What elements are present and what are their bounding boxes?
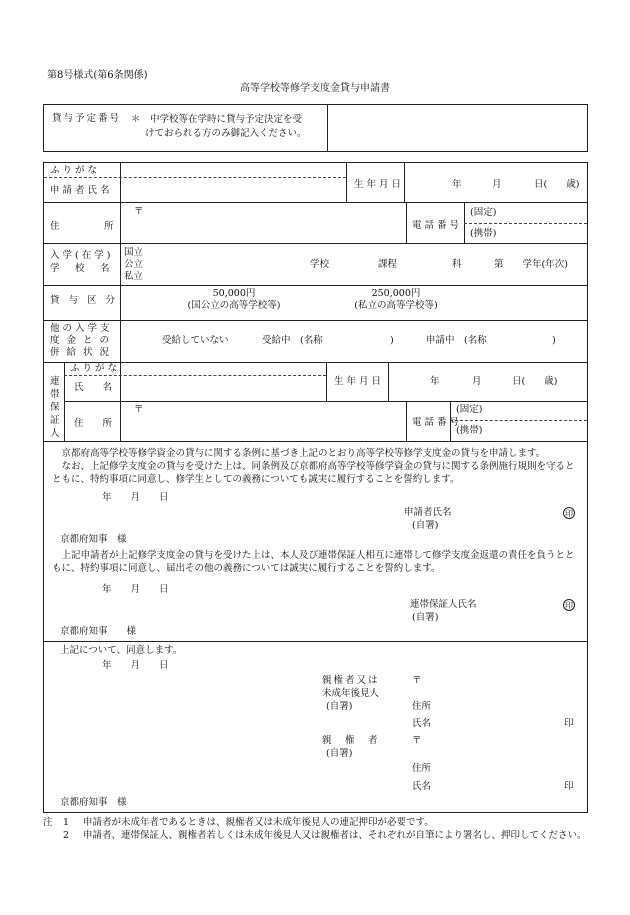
grade-suffix: 第 学年(年次) bbox=[494, 259, 568, 270]
applicant-name-field[interactable] bbox=[122, 179, 344, 199]
loan-number-note-line2: けておられる方のみ御記入ください。 bbox=[145, 128, 307, 139]
applicant-postal-mark: 〒 bbox=[134, 206, 144, 217]
school-kokuritsu[interactable]: 国立 bbox=[124, 247, 144, 258]
guardian2-handwritten: (自署) bbox=[326, 748, 353, 759]
guarantor-signature-field[interactable] bbox=[484, 597, 559, 625]
notes-section bbox=[43, 816, 591, 842]
loan-number-field[interactable] bbox=[328, 105, 587, 151]
birth-day-age: 日( 歳) bbox=[534, 179, 580, 190]
guarantor-address-field[interactable] bbox=[122, 403, 406, 439]
loan-desc-private: (私立の高等学校等) bbox=[354, 299, 438, 311]
application-form bbox=[43, 162, 588, 813]
consent-text: 上記について、同意します。 bbox=[60, 645, 183, 656]
cell-line bbox=[406, 401, 407, 441]
guarantor-decl-para: 上記申請者が上記修学支度金の貸与を受けた上は、本人及び連帯保証人相互に連帯して修学支度金返還の責任を負うとともに、特約事項に同意し、届出その他の義務については誠実に履行することを誓約します。 bbox=[52, 550, 575, 574]
guarantor-decl-seal-icon: 印 bbox=[565, 601, 573, 610]
guardian2-seal: 印 bbox=[564, 781, 574, 792]
applicant-furigana-label: ふりがな bbox=[50, 165, 101, 176]
applicant-phone-mobile: (携帯) bbox=[470, 228, 497, 239]
guarantor-name-field[interactable] bbox=[122, 377, 324, 399]
school-suffix: 学校 bbox=[310, 259, 330, 270]
declaration-date: 年 月 日 bbox=[102, 492, 169, 503]
row-line bbox=[44, 320, 587, 321]
row-line bbox=[44, 641, 587, 642]
cell-line bbox=[404, 163, 405, 202]
other-aid-label-3: 併給状況 bbox=[50, 347, 117, 358]
guardian2-name-field[interactable] bbox=[436, 779, 556, 793]
declaration-para-1: 京都府高等学校等修学資金の貸与に関する条例に基づき上記のとおり高等学校等修学支度金の貸与を申請します。 bbox=[52, 448, 546, 459]
note-text: 申請者が未成年者であるときは、親権者又は未成年後見人の連記押印が必要です。 bbox=[83, 817, 434, 828]
row-line bbox=[44, 243, 587, 244]
declaration-handwritten: (自署) bbox=[412, 520, 439, 531]
applicant-address-label-2: 所 bbox=[104, 221, 114, 232]
loan-amount-public: 50,000円 bbox=[212, 288, 256, 299]
guarantor-postal-mark: 〒 bbox=[134, 404, 144, 415]
note-item bbox=[43, 829, 591, 842]
row-line bbox=[44, 441, 587, 442]
aid-receiving[interactable]: 受給中 (名称 bbox=[262, 335, 323, 346]
aid-applying-close: ) bbox=[552, 335, 556, 346]
cell-line bbox=[450, 401, 451, 441]
guardian1-handwritten: (自署) bbox=[326, 701, 353, 712]
guardian2-name-label: 氏名 bbox=[412, 781, 432, 792]
applicant-phone-fixed: (固定) bbox=[470, 207, 497, 218]
loan-number-label: 貸与予定番号 bbox=[52, 113, 122, 124]
guardian1-name-field[interactable] bbox=[436, 716, 556, 730]
other-aid-label-2: 度金との bbox=[50, 335, 117, 346]
school-koritsu[interactable]: 公立 bbox=[124, 259, 144, 270]
form-title: 高等学校等修学支度金貸与申請書 bbox=[240, 83, 390, 94]
guardian2-address-field[interactable] bbox=[436, 761, 576, 775]
furigana-dashed-line bbox=[64, 375, 326, 376]
loan-number-box bbox=[43, 104, 588, 152]
guardian1-name-label: 氏名 bbox=[412, 718, 432, 729]
row-line bbox=[44, 285, 587, 286]
guardian1-address-field[interactable] bbox=[436, 699, 576, 713]
guardian1-seal: 印 bbox=[564, 718, 574, 729]
row-line bbox=[44, 362, 587, 363]
guarantor-birth-day-age: 日( 歳) bbox=[512, 376, 558, 387]
form-number: 第8号様式(第6条関係) bbox=[47, 70, 148, 81]
notes-indent bbox=[43, 829, 63, 842]
note-item bbox=[43, 816, 591, 829]
aid-receiving-close: ) bbox=[390, 335, 394, 346]
note-number: 2 bbox=[63, 830, 70, 841]
consent-addressee: 京都府知事 様 bbox=[60, 797, 127, 808]
guarantor-decl-date: 年 月 日 bbox=[102, 584, 169, 595]
loan-number-note bbox=[131, 113, 307, 141]
birth-year: 年 bbox=[452, 179, 462, 190]
declaration-para-2: なお、上記修学支度金の貸与を受けた上は、同条例及び京都府高等学校等修学資金の貸与に関する条例施行規則を守るとともに、特約事項に同意し、修学生としての義務についても誠実に履行することを誓約します。 bbox=[52, 461, 575, 485]
applicant-name-label: 申請者氏名 bbox=[50, 185, 113, 196]
loan-number-note-line1: ＊ 中学校等在学時に貸与予定決定を受 bbox=[131, 114, 303, 125]
guardian1-address-label: 住所 bbox=[412, 701, 432, 712]
aid-not-receiving[interactable]: 受給していない bbox=[162, 335, 229, 346]
guarantor-decl-handwritten: (自署) bbox=[412, 612, 439, 623]
guardian2-postal: 〒 bbox=[412, 735, 422, 746]
birth-month: 月 bbox=[492, 179, 502, 190]
phone-dashed-line bbox=[464, 223, 587, 224]
declaration-addressee: 京都府知事 様 bbox=[60, 534, 127, 545]
consent-date: 年 月 日 bbox=[102, 660, 169, 671]
loan-option-public[interactable] bbox=[164, 288, 304, 316]
guardian2-address-label: 住所 bbox=[412, 763, 432, 774]
cell-line bbox=[346, 163, 347, 202]
guarantor-phone-fixed: (固定) bbox=[456, 404, 483, 415]
guardian1-label-1: 親権者又は bbox=[322, 675, 380, 686]
cell-line bbox=[326, 362, 327, 401]
guardian2-label: 親 権 者 bbox=[322, 735, 380, 746]
aid-applying[interactable]: 申請中 (名称 bbox=[426, 335, 487, 346]
dept-suffix: 科 bbox=[452, 259, 462, 270]
guarantor-phone-mobile: (携帯) bbox=[456, 425, 483, 436]
guarantor-address-label: 住 所 bbox=[74, 418, 113, 429]
loan-desc-public: (国公立の高等学校等) bbox=[187, 299, 281, 311]
guarantor-birth-label: 生年月日 bbox=[334, 376, 385, 387]
notes-label: 注 bbox=[43, 817, 53, 828]
loan-option-private[interactable] bbox=[326, 288, 466, 316]
applicant-signature-field[interactable] bbox=[464, 505, 559, 533]
applicant-phone-label: 電話番号 bbox=[412, 220, 463, 231]
guarantor-furigana-label: ふりがな bbox=[70, 363, 121, 374]
loan-amount-private: 250,000円 bbox=[371, 288, 421, 299]
school-label-1: 入学(在学) bbox=[50, 250, 114, 261]
note-text: 申請者、連帯保証人、親権者若しくは未成年後見人又は親権者は、それぞれが自筆により署名し、押印してください。 bbox=[83, 830, 587, 841]
course-suffix: 課程 bbox=[378, 259, 398, 270]
other-aid-label-1: 他の入学支 bbox=[50, 323, 113, 334]
guarantor-birth-year: 年 bbox=[430, 376, 440, 387]
applicant-address-field[interactable] bbox=[122, 204, 404, 242]
cell-line bbox=[406, 202, 407, 243]
row-line bbox=[64, 401, 587, 402]
declaration-signer: 申請者氏名 bbox=[404, 507, 452, 518]
label-column-line bbox=[120, 163, 121, 375]
applicant-address-label-1: 住 bbox=[50, 221, 60, 232]
school-shiritsu[interactable]: 私立 bbox=[124, 271, 144, 282]
phone-dashed-line bbox=[450, 420, 587, 421]
school-label-2: 学 校 名 bbox=[50, 263, 113, 274]
guarantor-phone-label: 電話番号 bbox=[412, 417, 463, 428]
loan-type-label: 貸与区分 bbox=[50, 295, 125, 306]
guarantor-decl-signer: 連帯保証人氏名 bbox=[410, 599, 477, 610]
guardian1-postal: 〒 bbox=[412, 675, 422, 686]
guardian1-label-2: 未成年後見人 bbox=[322, 688, 380, 699]
cell-line bbox=[388, 362, 389, 401]
guarantor-name-label: 氏 名 bbox=[74, 382, 113, 393]
guarantor-side-label: 連帯保証人 bbox=[50, 376, 60, 439]
row-line bbox=[44, 202, 587, 203]
furigana-dashed-line bbox=[44, 177, 346, 178]
declaration-seal-icon: 印 bbox=[565, 509, 573, 518]
guarantor-birth-month: 月 bbox=[472, 376, 482, 387]
note-number: 1 bbox=[63, 817, 70, 828]
guarantor-decl-addressee: 京都府知事 様 bbox=[60, 626, 137, 637]
applicant-birth-label: 生年月日 bbox=[354, 179, 405, 190]
